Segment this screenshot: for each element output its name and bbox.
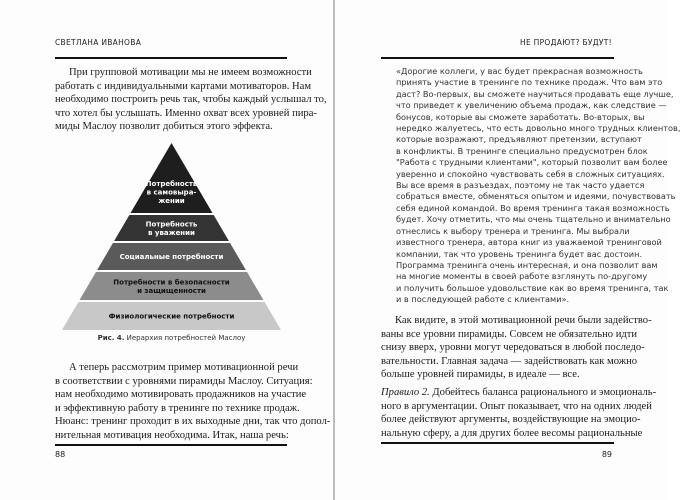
caption-text: Иерархия потребностей Маслоу: [124, 334, 246, 342]
text-line: При групповой мотивации мы не имеем возможности: [69, 67, 312, 78]
text-line: компании, так что уровень тренинга будет вас достоин.: [396, 248, 643, 259]
pyramid-level-label: Потребности в безопасности: [113, 278, 230, 287]
text-line: бонусов, которые вы сможете заработать. Во-вторых, вы: [396, 111, 645, 122]
text-line: ного в аргументации. Опыт показывает, что на одних людей: [381, 400, 652, 412]
text-line: себя единой командой. Во время тренинга такая возможность: [396, 202, 670, 213]
text-line: уверенно и спокойно чувствовать себя в сложных ситуациях.: [396, 168, 665, 179]
pyramid-level-label: Социальные потребности: [119, 253, 224, 261]
text-line: «Дорогие коллеги, у вас будет прекрасная возможность: [396, 66, 643, 76]
pyramid-level-label: Потребность: [145, 220, 198, 229]
text-line: известного тренера, автора книг из уважаемой тренинговой: [396, 237, 662, 248]
text-line: Вы все время в разъездах, поэтому не так часто удается: [396, 180, 645, 191]
pyramid-level-label: Физиологические потребности: [108, 312, 235, 321]
text-line: вательности. Главная задача — задействовать как можно: [381, 355, 638, 367]
left-page: [0, 0, 333, 500]
text-span: Добейтесь баланса рационального и эмоциональ-: [429, 387, 657, 398]
pyramid-level-label: в самовыра-: [146, 188, 197, 197]
paragraph-example: [55, 361, 331, 443]
footer-rule: [381, 442, 614, 444]
text-line: что приведет к увеличению объема продаж, как следствие —: [396, 100, 667, 111]
text-line: принять участие в тренинге по технике продаж. Что вам это: [396, 77, 663, 88]
text-line: даст? Во-первых, вы сможете научиться продавать еще лучше,: [396, 88, 674, 99]
text-line: отнеслись к выбору тренера и тренинга. Мы выбрали: [396, 225, 630, 236]
text-line: в соответствии с уровнями пирамиды Маслоу. Ситуация:: [55, 375, 313, 387]
rule-label: Правило 2.: [381, 387, 430, 398]
running-header-author: СВЕТЛАНА ИВАНОВА: [55, 38, 142, 47]
text-line: нам необходимо мотивировать продажников на участие: [55, 389, 307, 401]
paragraph-conclusion: [381, 314, 652, 382]
pyramid-level-label: в уважении: [148, 228, 195, 237]
paragraph-rule-2: [381, 386, 657, 440]
text-line: и эффективную работу в тренинге по технике продаж.: [55, 402, 300, 414]
text-line: Как видите, в этой мотивационной речи были задейство-: [395, 315, 652, 326]
text-line: нальную сферу, а для других более весомы рациональные: [381, 427, 643, 439]
text-line: Нюанс: тренинг проходит в их выходные дни, так что допол-: [55, 416, 331, 428]
pyramid-level-label: жении: [158, 197, 185, 205]
maslow-pyramid-figure: [0, 0, 333, 340]
figure-caption: [62, 334, 281, 342]
pyramid-level-label: и защищенности: [137, 286, 206, 295]
text-line: и в последующей работе с клиентами».: [396, 294, 570, 305]
text-line: снизу вверх, уровни могут чередоваться в любой последо-: [381, 342, 645, 354]
page-number: 88: [55, 450, 66, 459]
text-line: нительная мотивация необходима. Итак, наша речь:: [55, 429, 289, 441]
text-line: в конфликты. В тренинге специально предусмотрен блок: [396, 145, 648, 156]
text-line: и получить большое удовольствие как во время тренинга, так: [396, 282, 669, 293]
text-line: на многие моменты в своей работе взглянуть по-другому: [396, 271, 648, 282]
right-page: [333, 0, 680, 500]
pyramid-level-label: Потребность: [145, 180, 198, 188]
text-line: более действуют аргументы, воздействующие на эмоцио-: [381, 414, 641, 426]
text-line: миды Маслоу позволит добиться этого эффекта.: [55, 121, 273, 133]
header-rule: [381, 57, 614, 59]
text-line: "Работа с трудными клиентами", который позволит вам более: [396, 157, 668, 168]
text-line: ваны все уровни пирамиды. Совсем не обязательно идти: [381, 328, 638, 340]
text-line: что хотел бы услышать. Именно охват всех уровней пира-: [55, 107, 317, 119]
text-line: собраться вместе, обменяться опытом и идеями, почувствовать: [396, 191, 676, 202]
speech-quote: [396, 66, 680, 306]
text-line: больше уровней пирамиды, в идеале — все.: [381, 369, 580, 381]
text-line: А теперь рассмотрим пример мотивационной речи: [69, 362, 299, 373]
text-line: которые возражают, предъявляют претензии, вступают: [396, 134, 642, 145]
text-line: [381, 386, 657, 400]
text-line: нередко жалуетесь, что есть довольно много трудных клиентов,: [396, 123, 680, 134]
page-number: 89: [601, 450, 612, 459]
text-line: работать с индивидуальными картами мотиваторов. Нам: [55, 80, 312, 92]
text-line: будет. Хочу отметить, что мы очень тщательно и внимательно: [396, 214, 671, 225]
caption-label: Рис. 4.: [97, 334, 125, 342]
text-line: необходимо построить речь так, чтобы каждый услышал то,: [55, 94, 327, 106]
footer-rule: [55, 444, 287, 446]
text-line: Программа тренинга очень интересная, и она позволит вам: [396, 259, 658, 270]
running-header-title: НЕ ПРОДАЮТ? БУДУТ!: [520, 38, 612, 47]
